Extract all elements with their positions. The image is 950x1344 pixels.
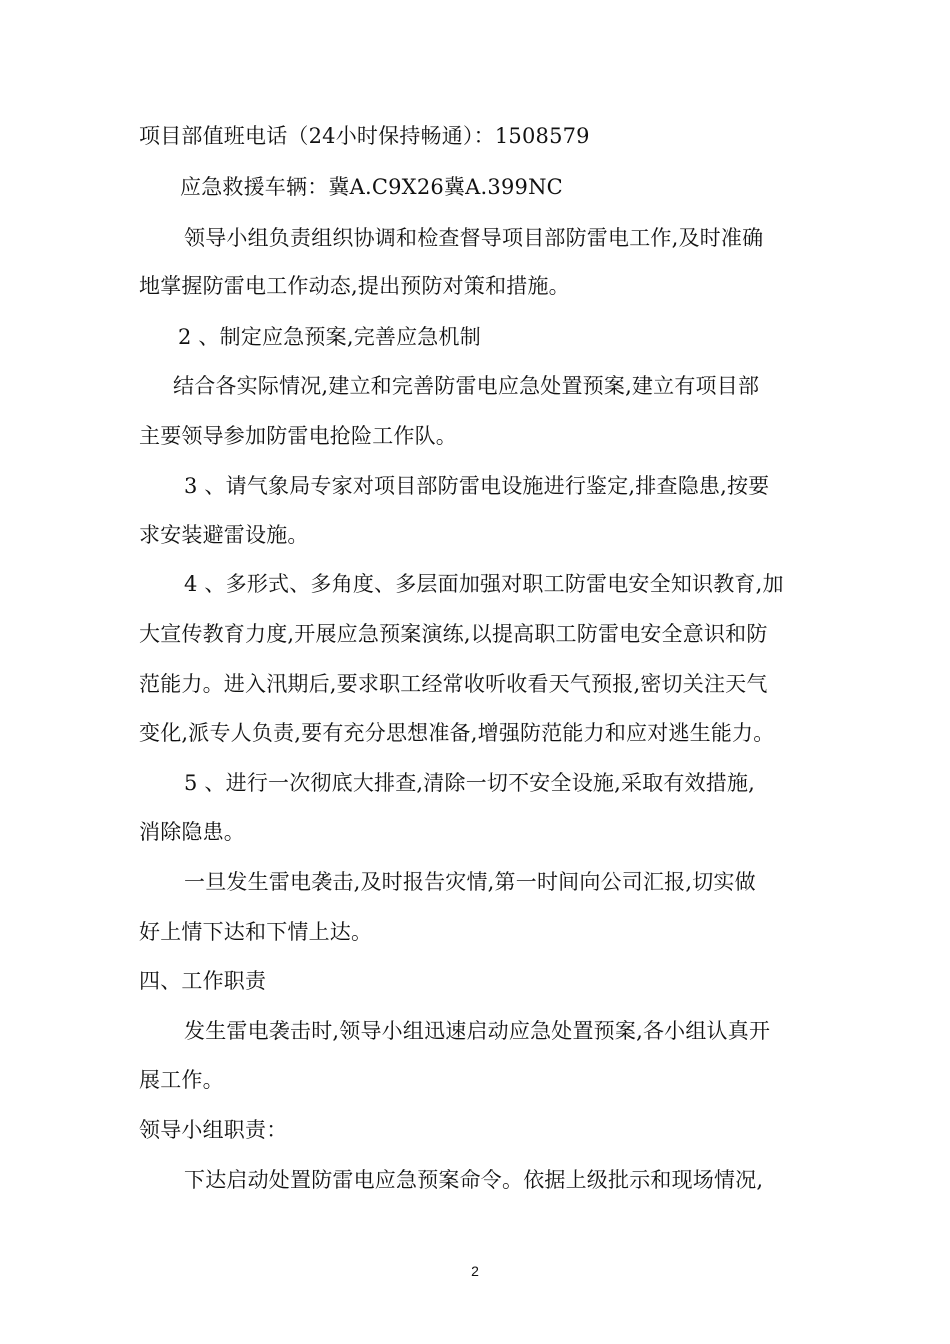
body-line: 主要领导参加防雷电抢险工作队。 bbox=[139, 424, 457, 448]
body-line: 发生雷电袭击时,领导小组迅速启动应急处置预案,各小组认真开 bbox=[184, 1019, 771, 1043]
body-line: 一旦发生雷电袭击,及时报告灾情,第一时间向公司汇报,切实做 bbox=[184, 870, 756, 894]
body-line: 2 、制定应急预案,完善应急机制 bbox=[178, 325, 481, 349]
body-line: 结合各实际情况,建立和完善防雷电应急处置预案,建立有项目部 bbox=[173, 374, 760, 398]
body-line: 4 、多形式、多角度、多层面加强对职工防雷电安全知识教育,加 bbox=[184, 572, 784, 596]
body-line: 5 、进行一次彻底大排查,清除一切不安全设施,采取有效措施, bbox=[184, 771, 756, 795]
body-line: 应急救援车辆：冀A.C9X26冀A.399NC bbox=[180, 175, 563, 199]
page-number: 2 bbox=[471, 1263, 479, 1279]
body-line: 项目部值班电话（24小时保持畅通）：1508579 bbox=[139, 124, 590, 148]
body-line: 范能力。进入汛期后,要求职工经常收听收看天气预报,密切关注天气 bbox=[139, 672, 768, 696]
body-line: 领导小组负责组织协调和检查督导项目部防雷电工作,及时准确 bbox=[184, 226, 764, 250]
body-line: 地掌握防雷电工作动态,提出预防对策和措施。 bbox=[139, 274, 570, 298]
body-line: 3 、请气象局专家对项目部防雷电设施进行鉴定,排查隐患,按要 bbox=[184, 474, 770, 498]
body-line: 好上情下达和下情上达。 bbox=[139, 920, 373, 944]
body-line: 变化,派专人负责,要有充分思想准备,增强防范能力和应对逃生能力。 bbox=[139, 721, 775, 745]
section-heading: 四、工作职责 bbox=[139, 969, 267, 993]
body-line: 大宣传教育力度,开展应急预案演练,以提高职工防雷电安全意识和防 bbox=[139, 622, 768, 646]
body-line: 消除隐患。 bbox=[139, 820, 245, 844]
body-line: 下达启动处置防雷电应急预案命令。依据上级批示和现场情况, bbox=[184, 1168, 764, 1192]
body-line: 求安装避雷设施。 bbox=[139, 523, 309, 547]
subsection-heading: 领导小组职责： bbox=[139, 1118, 288, 1142]
body-line: 展工作。 bbox=[139, 1068, 224, 1092]
